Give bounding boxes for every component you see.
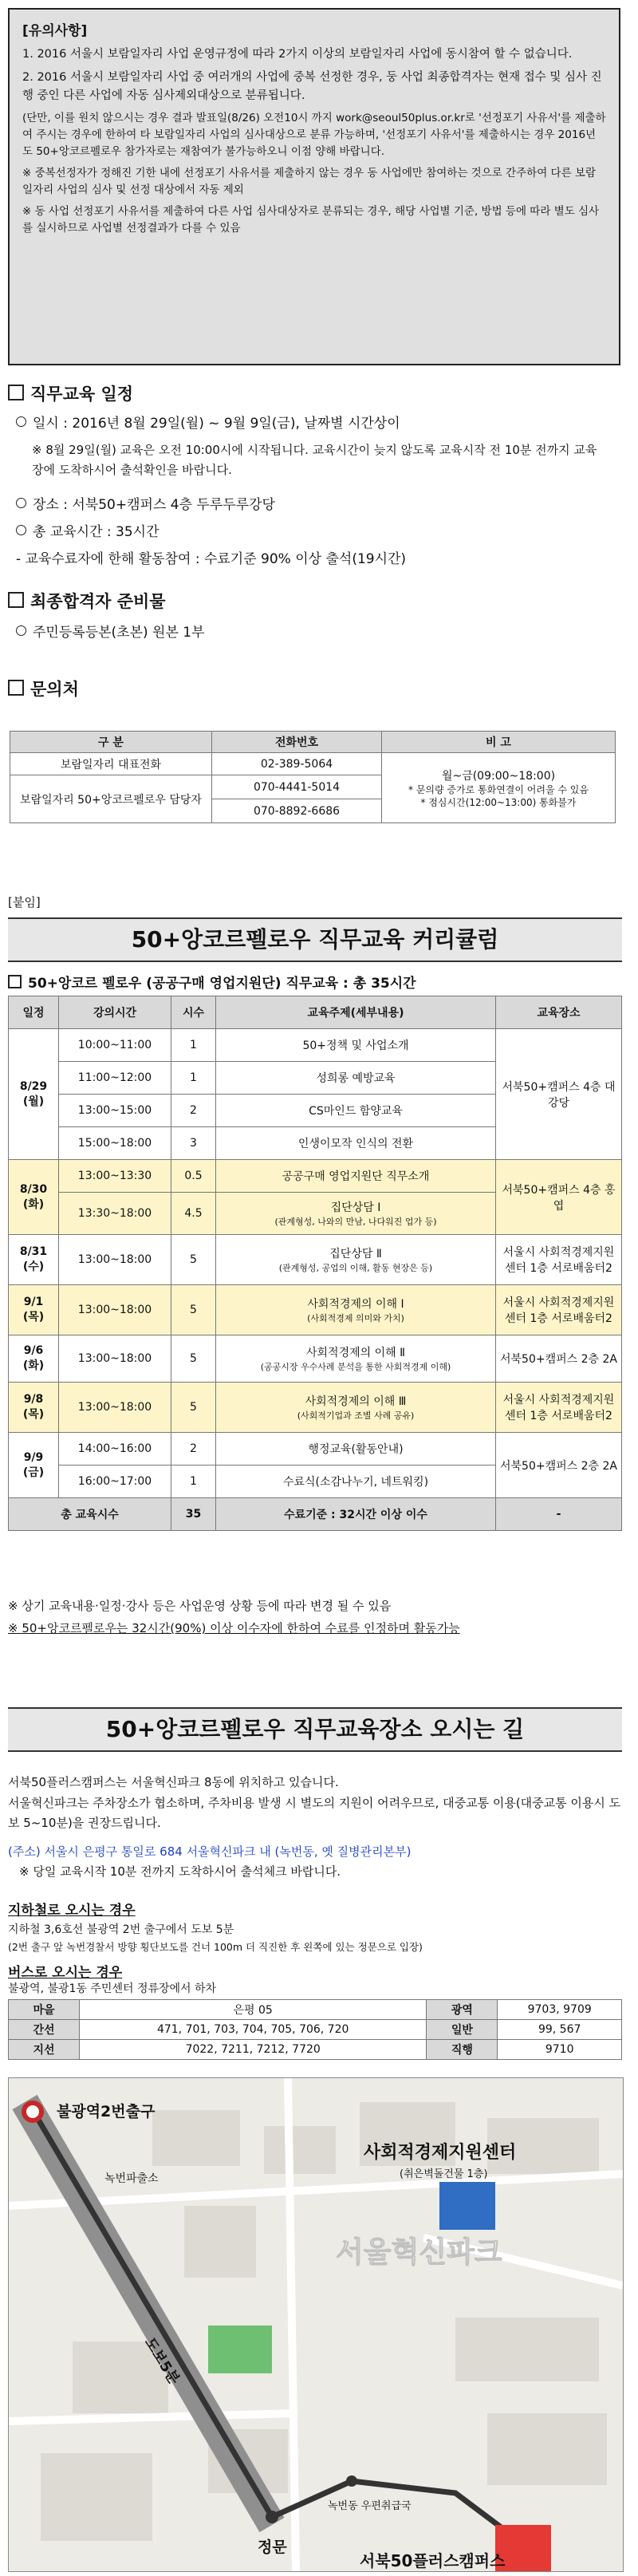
training-place-text: 장소 : 서북50+캠퍼스 4층 두루두루강당 [33, 497, 275, 513]
topic-text: 집단상담 Ⅱ [329, 1248, 382, 1260]
curriculum-note-1: ※ 상기 교육내용·일정·강사 등은 사업운영 상황 등에 따라 변경 될 수 있음 [8, 1599, 392, 1613]
notice-item-4: ※ 동 사업 선정포기 사유서를 제출하여 다른 사업 심사대상자로 분류되는 경우, 해당 사업별 기준, 방법 등에 따라 별도 심사를 실시하므로 사업별 선정결과가 다를 수 있음 [22, 205, 600, 235]
contact-remarks [382, 753, 616, 823]
topic-cell [216, 1285, 496, 1335]
day-cell: 8/29 (월) [9, 1029, 59, 1160]
topic-sub: (사회적기업과 조별 사례 공유) [297, 1410, 415, 1421]
bullet-circle-icon [16, 416, 26, 427]
table-row [9, 1285, 622, 1335]
hours-cell: 5 [171, 1285, 216, 1335]
bullet-circle-icon [16, 525, 26, 535]
time-cell: 13:00~18:00 [59, 1383, 171, 1433]
directions-address [8, 1842, 622, 1882]
contact-header: 전화번호 [212, 732, 382, 753]
training-place [16, 495, 275, 515]
map-label-campus: 서북50플러스캠퍼스 [360, 2551, 506, 2570]
bus-heading: 버스로 오시는 경우 [8, 1965, 123, 1981]
total-place: - [496, 1498, 622, 1531]
map-label-park: 서울혁신파크 [336, 2236, 502, 2269]
topic-cell: 수료식(소감나누기, 네트워킹) [216, 1466, 496, 1498]
topic-cell: 행정교육(활동안내) [216, 1433, 496, 1466]
contact-hours: 월~금(09:00~18:00) [441, 769, 556, 783]
total-row [9, 1498, 622, 1531]
place-cell: 서북50+캠퍼스 4층 대강당 [496, 1029, 622, 1160]
table-row [9, 1029, 622, 1062]
hours-cell: 1 [171, 1466, 216, 1498]
topic-cell [216, 1193, 496, 1235]
bus-subtext: 불광역, 불광1동 주민센터 정류장에서 하차 [8, 1982, 217, 1995]
time-cell: 13:00~18:00 [59, 1285, 171, 1335]
map-svg [9, 2078, 623, 2571]
prep-item-text: 주민등록등본(초본) 원본 1부 [33, 625, 205, 641]
training-hours-text: 총 교육시간 : 35시간 [33, 524, 160, 540]
contact-phone[interactable]: 070-8892-6686 [212, 799, 382, 823]
place-cell: 서울시 사회적경제지원센터 1층 서로배움터2 [496, 1235, 622, 1285]
time-cell: 13:00~18:00 [59, 1235, 171, 1285]
subway-heading: 지하철로 오시는 경우 [8, 1903, 136, 1919]
training-date-note: ※ 8월 29일(월) 교육은 오전 10:00시에 시작됩니다. 교육시간이 늦지 않도록 교육시작 전 10분 전까지 교육장에 도착하시어 출석확인을 바랍니다. [32, 443, 597, 477]
place-cell: 서북50+캠퍼스 2층 2A [496, 1433, 622, 1498]
curriculum-table [8, 996, 622, 1531]
bus-lines: 9710 [498, 2040, 622, 2060]
map-label-center-sub: (취은벽돌건물 1층) [400, 2168, 488, 2180]
contact-phone[interactable]: 070-4441-5014 [212, 775, 382, 799]
bus-type: 광역 [427, 2000, 498, 2020]
contact-header: 비 고 [382, 732, 616, 753]
topic-sub: (관계형성, 공업의 이해, 활동 현장은 등) [278, 1263, 433, 1273]
gate-marker-icon [266, 2511, 278, 2523]
hours-cell: 1 [171, 1062, 216, 1095]
training-date [16, 413, 400, 434]
topic-cell: 인생이모작 인식의 전환 [216, 1127, 496, 1160]
contact-note: * 점심시간(12:00~13:00) 통화불가 [420, 796, 577, 808]
notice-item-1: 1. 2016 서울시 보람일자리 사업 운영규정에 따라 2가지 이상의 보람일자리 사업에 동시참여 할 수 없습니다. [22, 48, 573, 61]
topic-cell: 50+정책 및 사업소개 [216, 1029, 496, 1062]
topic-sub: (관계형성, 나와의 만남, 나다워진 업가 등) [274, 1217, 437, 1227]
time-cell: 13:00~13:30 [59, 1160, 171, 1193]
address-text: (주소) 서울시 은평구 통일로 684 서울혁신파크 내 (녹번동, 옛 질병관리본부) [8, 1844, 412, 1859]
table-header: 시수 [171, 996, 216, 1029]
location-map[interactable] [8, 2077, 624, 2572]
bus-type: 일반 [427, 2020, 498, 2040]
topic-text: 사회적경제의 이해 Ⅱ [306, 1347, 405, 1359]
table-header: 교육주제(세부내용) [216, 996, 496, 1029]
hours-cell: 3 [171, 1127, 216, 1160]
bus-type: 직행 [427, 2040, 498, 2060]
notice-item-2b: (단만, 이를 원치 않으시는 경우 결과 발표일(8/26) 오전10시 까지 work@seoul50plus.or.kr로 '선정포기 사유서'를 제출하여 주시는 경우에 한하여 타 보람일자리 사업의 심사대상으로 분류 가능하며, '선정포기 사유서'를 제출하시는 경우 2016년도 50+앙코르펠로우 참가자로는 재참여가 불가능하오니 이점 양해 바랍니다. [22, 112, 606, 158]
training-hours [16, 522, 160, 542]
topic-sub: (공공시장 우수사례 분석을 통한 사회적경제 이해) [260, 1362, 451, 1372]
topic-cell: 공공구매 영업지원단 직무소개 [216, 1160, 496, 1193]
topic-cell: 성희롱 예방교육 [216, 1062, 496, 1095]
contact-heading-text: 문의처 [30, 680, 79, 699]
topic-sub: (사회적경제 의미와 가치) [307, 1313, 404, 1324]
total-hours: 35 [171, 1498, 216, 1531]
map-label-road: 도보5분 [140, 2334, 183, 2388]
curriculum-subtitle-text: 50+앙코르 펠로우 (공공구매 영업지원단) 직무교육 : 총 35시간 [28, 976, 416, 992]
table-row [9, 1160, 622, 1193]
day-cell: 9/9 (금) [9, 1433, 59, 1498]
time-cell: 13:00~18:00 [59, 1335, 171, 1383]
bus-type: 마을 [9, 2000, 80, 2020]
time-cell: 14:00~16:00 [59, 1433, 171, 1466]
map-label-exit: 불광역2번출구 [57, 2103, 156, 2120]
table-header: 교육장소 [496, 996, 622, 1029]
table-row [9, 2020, 622, 2040]
total-note: 수료기준 : 32시간 이상 이수 [216, 1498, 496, 1531]
contact-table [10, 731, 616, 823]
bullet-circle-icon [16, 498, 26, 508]
topic-cell [216, 1335, 496, 1383]
notice-title: [유의사항] [22, 23, 88, 39]
day-cell: 9/6 (화) [9, 1335, 59, 1383]
prep-heading [8, 589, 166, 613]
table-row [9, 1433, 622, 1466]
bus-lines: 9703, 9709 [498, 2000, 622, 2020]
hours-cell: 5 [171, 1235, 216, 1285]
day-cell: 8/30 (화) [9, 1160, 59, 1235]
time-cell: 15:00~18:00 [59, 1127, 171, 1160]
hours-cell: 2 [171, 1433, 216, 1466]
hours-cell: 4.5 [171, 1193, 216, 1235]
prep-item [16, 622, 205, 643]
map-label-center: 사회적경제지원센터 [364, 2143, 517, 2163]
table-row [9, 1383, 622, 1433]
day-cell: 9/1 (목) [9, 1285, 59, 1335]
notice-box [8, 8, 620, 365]
curriculum-note-2 [8, 1618, 460, 1639]
subway-subtext: (2번 출구 앞 녹번경찰서 방향 횡단보도를 건너 100m 더 직진한 후 왼쪽에 있는 정문으로 입장) [8, 1941, 423, 1953]
topic-cell [216, 1383, 496, 1433]
hours-cell: 2 [171, 1095, 216, 1127]
training-completion: - 교육수료자에 한해 활동참여 : 수료기준 90% 이상 출석(19시간) [16, 551, 407, 567]
directions-title: 50+앙코르펠로우 직무교육장소 오시는 길 [8, 1707, 622, 1752]
table-header: 일정 [9, 996, 59, 1029]
total-label: 총 교육시수 [9, 1498, 171, 1531]
curriculum-note-2-text: ※ 50+앙코르펠로우는 32시간(90%) 이상 이수자에 한하여 수료를 인정하며 활동가능 [8, 1621, 460, 1635]
hours-cell: 5 [171, 1335, 216, 1383]
time-cell: 11:00~12:00 [59, 1062, 171, 1095]
checkbox-icon [8, 385, 24, 400]
map-label-post: 녹번동 우편취급국 [328, 2500, 412, 2512]
topic-cell: CS마인드 함양교육 [216, 1095, 496, 1127]
bus-type: 간선 [9, 2020, 80, 2040]
hours-cell: 1 [171, 1029, 216, 1062]
place-cell: 서북50+캠퍼스 2층 2A [496, 1335, 622, 1383]
checkbox-icon [8, 680, 24, 696]
bullet-circle-icon [16, 625, 26, 636]
hours-cell: 0.5 [171, 1160, 216, 1193]
hours-cell: 5 [171, 1383, 216, 1433]
contact-note: * 문의량 증가로 통화연결이 어려울 수 있음 [408, 783, 589, 795]
time-cell: 16:00~17:00 [59, 1466, 171, 1498]
topic-text: 사회적경제의 이해 Ⅲ [305, 1395, 407, 1408]
training-heading-text: 직무교육 일정 [30, 385, 134, 404]
directions-p1: 서북50플러스캠퍼스는 서울혁신파크 8동에 위치하고 있습니다. [8, 1775, 339, 1789]
table-row [9, 1335, 622, 1383]
contact-cell: 보람일자리 50+앙코르펠로우 담당자 [10, 775, 212, 823]
day-cell: 8/31 (수) [9, 1235, 59, 1285]
curriculum-title: 50+앙코르펠로우 직무교육 커리큘럼 [8, 917, 622, 962]
table-row [9, 2040, 622, 2060]
address-note: ※ 당일 교육시작 10분 전까지 도착하시어 출석체크 바랍니다. [19, 1864, 341, 1879]
subway-exit-pin-icon [24, 2103, 41, 2120]
contact-cell: 보람일자리 대표전화 [10, 753, 212, 775]
time-cell: 10:00~11:00 [59, 1029, 171, 1062]
bus-table [8, 1999, 622, 2060]
notice-item-3: ※ 중복선정자가 정해진 기한 내에 선정포기 사유서를 제출하지 않는 경우 동 사업에만 참여하는 것으로 간주하여 다른 보람일자리 사업의 심사 및 선정 대상에서 자동 제외 [22, 167, 596, 196]
contact-header: 구 분 [10, 732, 212, 753]
training-date-text: 일시 : 2016년 8월 29일(월) ~ 9월 9일(금), 날짜별 시간상이 [33, 416, 400, 432]
map-label-busstop: 녹번파출소 [104, 2172, 159, 2185]
contact-heading [8, 677, 79, 700]
curriculum-subtitle [8, 972, 416, 992]
table-row [9, 1235, 622, 1285]
day-cell: 9/8 (목) [9, 1383, 59, 1433]
sports-field [208, 2326, 272, 2373]
checkbox-icon [8, 592, 24, 608]
attach-label: [붙임] [8, 895, 41, 909]
topic-text: 집단상담 Ⅰ [330, 1201, 381, 1214]
topic-text: 사회적경제의 이해 Ⅰ [307, 1298, 404, 1311]
place-cell: 서울시 사회적경제지원센터 1층 서로배움터2 [496, 1383, 622, 1433]
table-header: 강의시간 [59, 996, 171, 1029]
subway-text: 지하철 3,6호선 불광역 2번 출구에서 도보 5분 [8, 1923, 234, 1936]
bus-type: 지선 [9, 2040, 80, 2060]
checkbox-icon [8, 975, 22, 988]
post-office-marker-icon [346, 2475, 357, 2487]
map-label-gate: 정문 [258, 2539, 287, 2556]
notice-item-2: 2. 2016 서울시 보람일자리 사업 중 여러개의 사업에 중복 선정한 경우, 둥 사업 최종합격자는 현재 접수 및 심사 진행 중인 다른 사업에 자동 심사제외대상으로 분류됩니다. [22, 71, 602, 102]
bus-lines: 은평 05 [80, 2000, 427, 2020]
contact-phone[interactable]: 02-389-5064 [212, 753, 382, 775]
directions-p2: 서울혁신파크는 주차장소가 협소하며, 주차비용 발생 시 별도의 지원이 어려우므로, 대중교통 이용(대중교통 이용시 도보 5~10분)을 권장드립니다. [8, 1796, 621, 1830]
place-cell: 서북50+캠퍼스 4층 홍엽 [496, 1160, 622, 1235]
training-heading [8, 381, 133, 405]
topic-cell [216, 1235, 496, 1285]
center-building-icon [439, 2182, 495, 2230]
time-cell: 13:30~18:00 [59, 1193, 171, 1235]
bus-lines: 471, 701, 703, 704, 705, 706, 720 [80, 2020, 427, 2040]
bus-lines: 99, 567 [498, 2020, 622, 2040]
place-cell: 서울시 사회적경제지원센터 1층 서로배움터2 [496, 1285, 622, 1335]
table-row [9, 2000, 622, 2020]
prep-heading-text: 최종합격자 준비물 [30, 592, 166, 611]
bus-lines: 7022, 7211, 7212, 7720 [80, 2040, 427, 2060]
time-cell: 13:00~15:00 [59, 1095, 171, 1127]
